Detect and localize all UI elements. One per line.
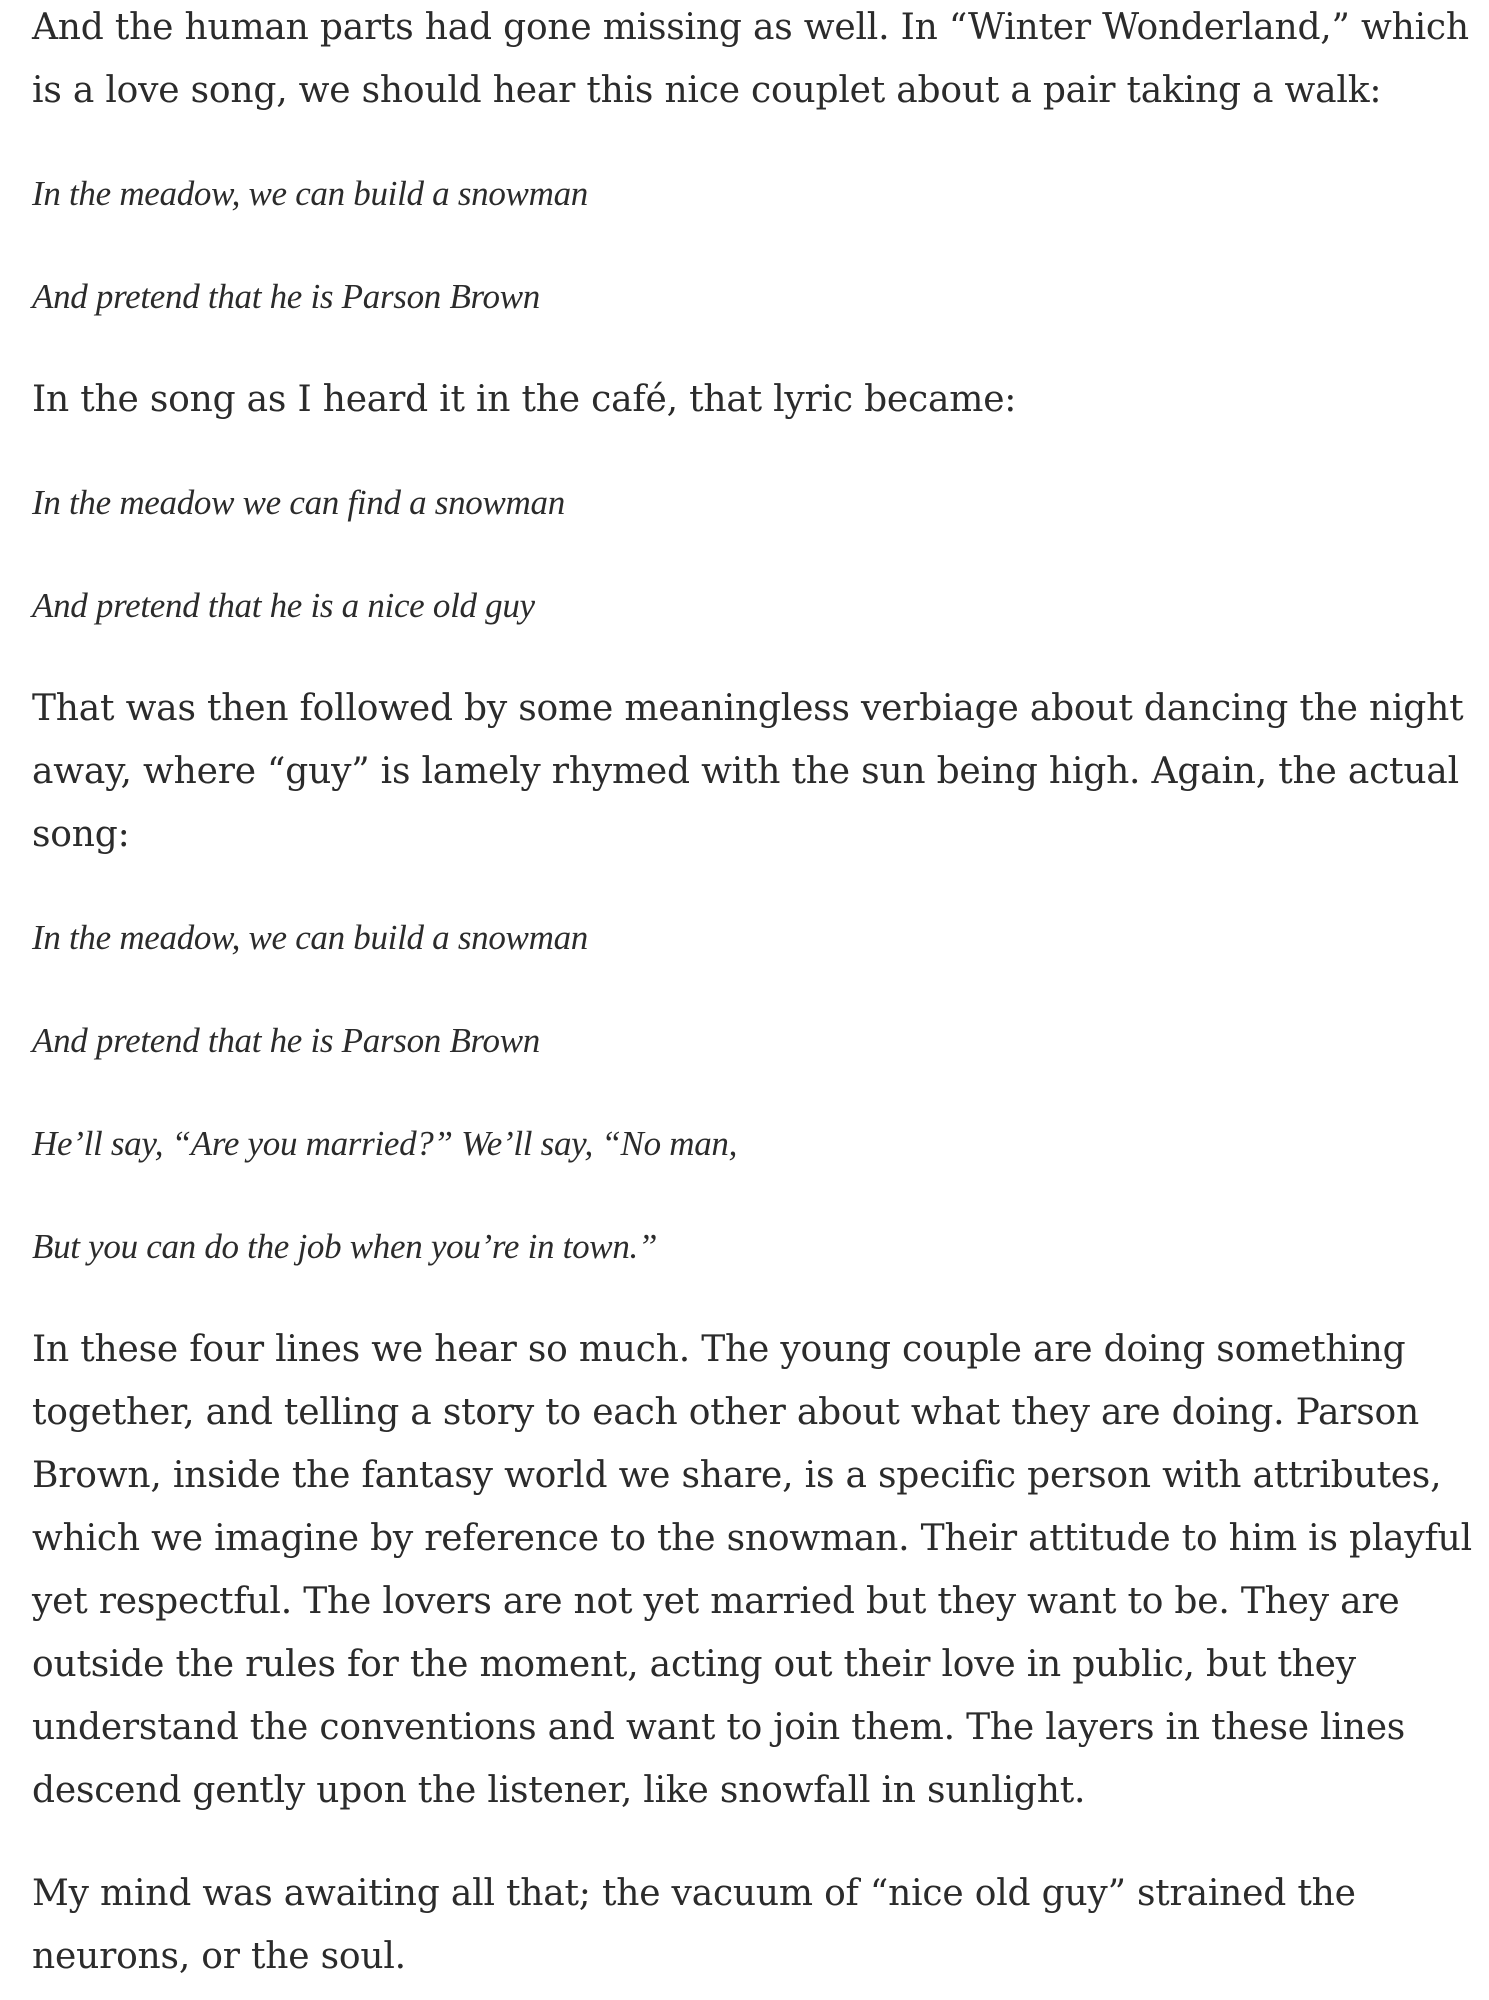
verse-line: He’ll say, “Are you married?” We’ll say, “No man, xyxy=(32,1124,738,1163)
article-body xyxy=(32,0,1472,1988)
verse-line: In the meadow, we can build a snowman xyxy=(32,918,588,957)
paragraph-intro: And the human parts had gone missing as well. In “Winter Wonderland,” which is a love song, we should hear this nice couplet about a pair taking a walk: xyxy=(32,7,1469,111)
verse-line: And pretend that he is Parson Brown xyxy=(32,1021,540,1060)
paragraph-verbiage: That was then followed by some meaningless verbiage about dancing the night away, where “guy” is lamely rhymed with the sun being high. Again, the actual song: xyxy=(32,688,1464,855)
verse-line: And pretend that he is a nice old guy xyxy=(32,586,535,625)
verse-line: And pretend that he is Parson Brown xyxy=(32,277,540,316)
verse-line: But you can do the job when you’re in town.” xyxy=(32,1227,658,1266)
paragraph-cafe: In the song as I heard it in the café, that lyric became: xyxy=(32,379,1017,420)
paragraph-conclusion: My mind was awaiting all that; the vacuum of “nice old guy” strained the neurons, or the soul. xyxy=(32,1873,1356,1977)
verse-line: In the meadow we can find a snowman xyxy=(32,483,565,522)
verse-line: In the meadow, we can build a snowman xyxy=(32,174,588,213)
paragraph-analysis: In these four lines we hear so much. The young couple are doing something together, and telling a story to each other about what they are doing. Parson Brown, inside the fantasy world we share, is a specific person with attributes, which we imagine by reference to the snowman. Their attitude to him is playful yet respectful. The lovers are not yet married but they want to be. They are outside the rules for the moment, acting out their love in public, but they understand the conventions and want to join them. The layers in these lines descend gently upon the listener, like snowfall in sunlight. xyxy=(32,1329,1472,1811)
